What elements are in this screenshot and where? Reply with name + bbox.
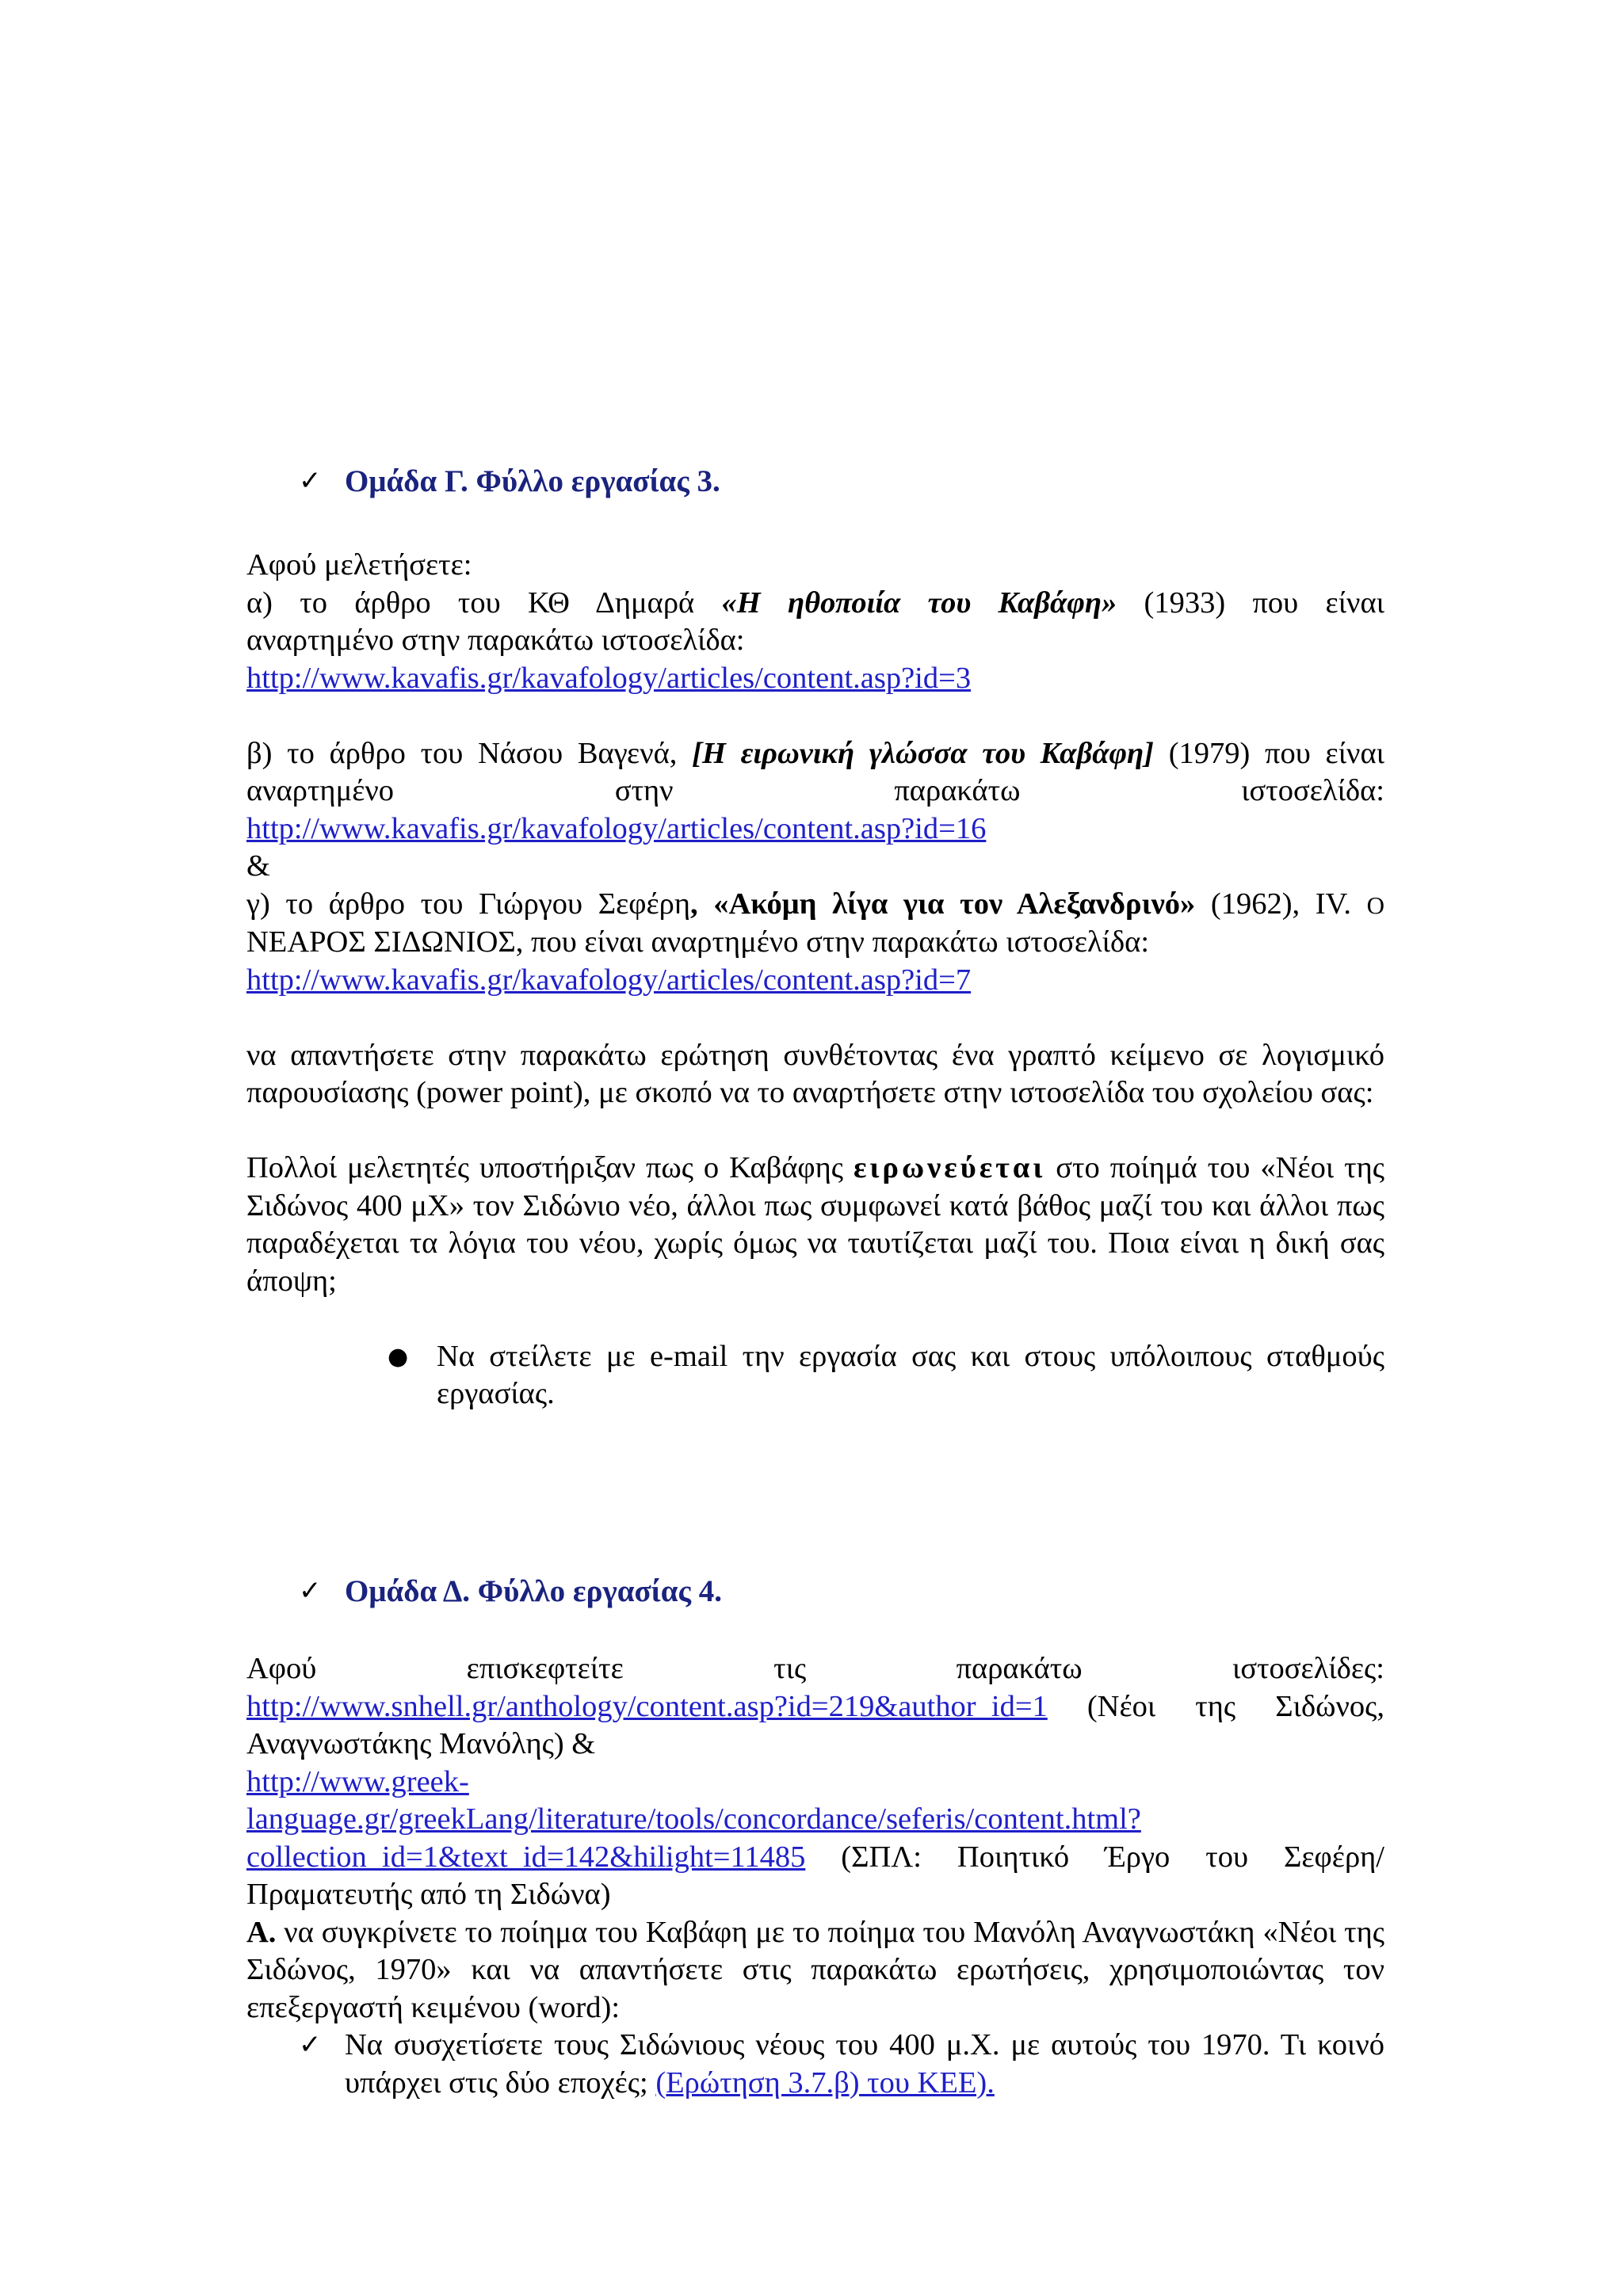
section-d bbox=[246, 1573, 1384, 1611]
check-item-body: Να συσχετίσετε τους Σιδώνιους νέους του 400 μ.Χ. με αυτούς του 1970. Τι κοινό υπάρχει στις δύο εποχές; bbox=[345, 2028, 1384, 2100]
section-d-intro: Αφού επισκεφτείτε τις παρακάτω ιστοσελίδες: bbox=[246, 1652, 1384, 1685]
section-c-intro: Αφού μελετήσετε: bbox=[246, 548, 472, 582]
check-item-link[interactable]: (Ερώτηση 3.7.β) του ΚΕΕ). bbox=[655, 2065, 995, 2100]
question-paragraph bbox=[246, 1150, 1384, 1300]
item-c-suffix: (1962), IV. bbox=[1195, 887, 1367, 921]
item-b-suffix: (1979) που είναι bbox=[1153, 736, 1384, 770]
item-a-title: «Η ηθοποιία του Καβάφη» bbox=[721, 585, 1117, 620]
item-b-line1 bbox=[246, 735, 1384, 773]
question-suffix: στο ποίημά του «Νέοι της Σιδώνος 400 μΧ» τον Σιδώνιο νέο, άλλοι πως συμφωνεί κατά βάθος μαζί του και άλλοι πως παραδέχεται τα λόγια του νέου, χωρίς όμως να ταυτίζεται μαζί του. Ποια είναι η δική σας άποψη; bbox=[246, 1151, 1384, 1298]
spacer bbox=[246, 697, 1384, 735]
link-2-note: (ΣΠΛ: Ποιητικό Έργο του Σεφέρη/Πραματευτής από τη Σιδώνα) bbox=[246, 1840, 1384, 1911]
task-a-label: Α. bbox=[246, 1915, 277, 1949]
link-1-note: (Νέοι της Σιδώνος, Αναγνωστάκης Μανόλης) & bbox=[246, 1689, 1384, 1760]
item-c-line2: ΝΕΑΡΟΣ ΣΙΔΩΝΙΟΣ, που είναι αναρτημένο στην παρακάτω ιστοσελίδα: bbox=[246, 925, 1150, 959]
item-b-prefix: β) το άρθρο του Νάσου Βαγενά, bbox=[246, 736, 693, 770]
check-icon: ✓ bbox=[299, 465, 322, 497]
link-2-line3[interactable]: collection_id=1&text_id=142&hilight=11485 bbox=[246, 1840, 806, 1874]
item-b-title: [Η ειρωνική γλώσσα του Καβάφη] bbox=[692, 736, 1154, 770]
item-c-title: , «Ακόμη λίγα για τον Αλεξανδρινό» bbox=[690, 887, 1196, 921]
item-a-suffix: (1933) που είναι bbox=[1117, 585, 1384, 620]
check-icon: ✓ bbox=[299, 1575, 322, 1607]
section-c-heading bbox=[0, 463, 1384, 501]
link-c[interactable]: http://www.kavafis.gr/kavafology/articles/content.asp?id=7 bbox=[246, 963, 972, 997]
link-a[interactable]: http://www.kavafis.gr/kavafology/articles/content.asp?id=3 bbox=[246, 661, 972, 695]
task-paragraph: να απαντήσετε στην παρακάτω ερώτηση συνθέτοντας ένα γραπτό κείμενο σε λογισμικό παρουσίασης (power point), με σκοπό να το αναρτήσετε στην ιστοσελίδα του σχολείου σας: bbox=[246, 1038, 1384, 1109]
spacer bbox=[246, 1300, 1384, 1338]
spacer bbox=[246, 999, 1384, 1037]
question-emphasis: ειρωνεύεται bbox=[853, 1151, 1046, 1184]
section-d-heading bbox=[0, 1573, 1384, 1611]
item-c-small: Ο bbox=[1366, 891, 1384, 919]
question-prefix: Πολλοί μελετητές υποστήριξαν πως ο Καβάφης bbox=[246, 1151, 854, 1184]
check-item-text bbox=[345, 2027, 1384, 2102]
link-2-line2[interactable]: language.gr/greekLang/literature/tools/concordance/seferis/content.html? bbox=[246, 1802, 1141, 1836]
link-b[interactable]: http://www.kavafis.gr/kavafology/articles/content.asp?id=16 bbox=[246, 811, 987, 845]
item-c-line1 bbox=[246, 886, 1384, 925]
item-a-line1 bbox=[246, 585, 1384, 623]
link-2-line1[interactable]: http://www.greek- bbox=[246, 1764, 469, 1798]
item-c-prefix: γ) το άρθρο του Γιώργου Σεφέρη bbox=[246, 887, 691, 921]
check-icon: ✓ bbox=[299, 2029, 322, 2061]
task-a-text: να συγκρίνετε το ποίημα του Καβάφη με το ποίημα του Μανόλη Αναγνωστάκη «Νέοι της Σιδώνος, 1970» και να απαντήσετε στις παρακάτω ερωτήσεις, χρησιμοποιώντας τον επεξεργαστή κειμένου (word): bbox=[246, 1915, 1384, 2024]
link-1-paragraph bbox=[246, 1688, 1384, 1764]
spacer bbox=[246, 1112, 1384, 1150]
bullet-item bbox=[388, 1338, 1384, 1413]
section-c bbox=[246, 463, 1384, 501]
item-a-prefix: α) το άρθρο του ΚΘ Δημαρά bbox=[246, 585, 722, 620]
section-d-body bbox=[246, 1650, 1384, 2102]
task-a-paragraph bbox=[246, 1914, 1384, 2027]
bullet-icon: ● bbox=[388, 1342, 409, 1371]
link-1[interactable]: http://www.snhell.gr/anthology/content.asp?id=219&author_id=1 bbox=[246, 1689, 1048, 1723]
check-item bbox=[299, 2027, 1384, 2102]
bullet-text: Να στείλετε με e-mail την εργασία σας και στους υπόλοιπους σταθμούς εργασίας. bbox=[437, 1339, 1384, 1410]
ampersand: & bbox=[246, 849, 270, 883]
section-c-heading-text: Ομάδα Γ. Φύλλο εργασίας 3. bbox=[345, 464, 720, 498]
item-b-line2: αναρτημένο στην παρακάτω ιστοσελίδα: bbox=[246, 774, 1384, 807]
section-c-body bbox=[246, 547, 1384, 1413]
item-a-line2: αναρτημένο στην παρακάτω ιστοσελίδα: bbox=[246, 624, 745, 657]
link-2-paragraph bbox=[246, 1839, 1384, 1914]
section-d-heading-text: Ομάδα Δ. Φύλλο εργασίας 4. bbox=[345, 1574, 722, 1608]
